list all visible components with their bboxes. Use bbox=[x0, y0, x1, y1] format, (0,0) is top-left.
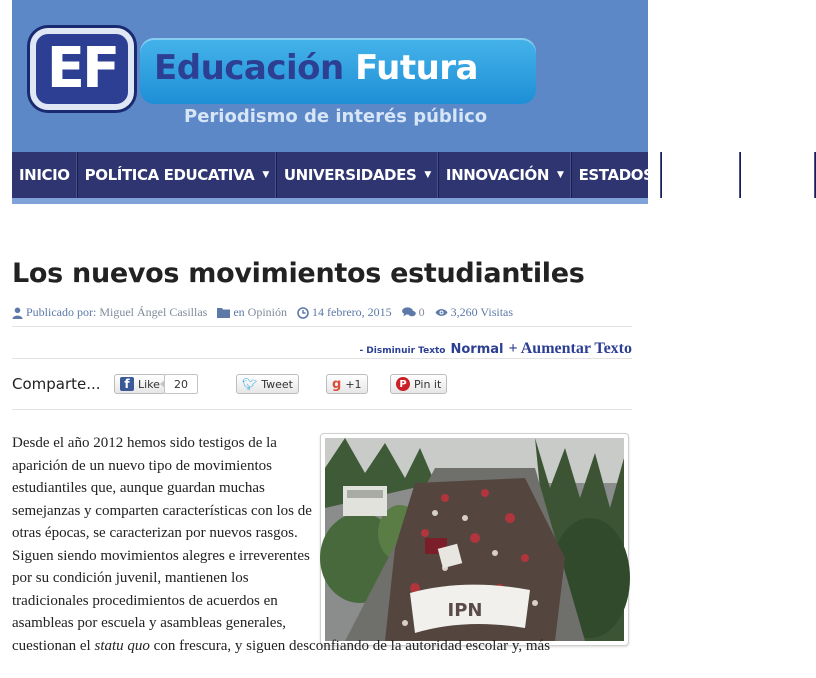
meta-date bbox=[297, 305, 392, 320]
published-label: Publicado por: bbox=[26, 305, 97, 319]
facebook-icon: f bbox=[120, 377, 134, 391]
nav-item-label: INNOVACIÓN bbox=[445, 166, 550, 184]
nav-item-label: POLÍTICA EDUCATIVA bbox=[84, 166, 255, 184]
main-nav bbox=[12, 152, 809, 204]
caret-down-icon: ▼ bbox=[557, 170, 564, 180]
body-tail-italic: statu quo bbox=[94, 638, 150, 654]
google-plus-icon: g bbox=[332, 376, 342, 392]
nav-item-innovacion[interactable] bbox=[439, 152, 572, 198]
caret-down-icon: ▼ bbox=[424, 170, 431, 180]
caret-down-icon: ▼ bbox=[262, 170, 269, 180]
article-meta bbox=[12, 305, 632, 320]
article-photo[interactable] bbox=[320, 433, 629, 646]
pinterest-button[interactable] bbox=[390, 374, 447, 394]
tweet-button[interactable] bbox=[236, 374, 299, 394]
decrease-text-button[interactable]: - Disminuir Texto bbox=[359, 346, 446, 356]
normal-text-button[interactable]: Normal bbox=[450, 342, 504, 357]
clock-icon bbox=[297, 307, 309, 319]
text-size-controls bbox=[359, 340, 632, 358]
increase-text-button[interactable]: + Aumentar Texto bbox=[508, 340, 632, 357]
facebook-like-count: 20 bbox=[164, 374, 198, 394]
nav-item-voz-de[interactable] bbox=[741, 152, 816, 198]
nav-item-label: UNIVERSIDADES bbox=[283, 166, 417, 184]
logo-mark-text: EF bbox=[46, 36, 118, 101]
twitter-bird-icon: 🐦︎ bbox=[242, 377, 258, 391]
divider bbox=[12, 409, 632, 410]
divider bbox=[12, 358, 632, 359]
nav-item-label: ESTADOS bbox=[578, 166, 654, 184]
nav-item-inicio[interactable] bbox=[12, 152, 78, 198]
nav-item-label: INICIO bbox=[19, 166, 70, 184]
meta-category bbox=[217, 305, 287, 320]
article-body: Desde el año 2012 hemos sido testigos de la aparición de un nuevo tipo de movimientos estudiantiles que, aunque guardan muchas semejanzas y comparten características con los de otras épocas, se caracterizan por nuevos rasgos. Siguen siendo movimientos alegres e irreverentes por su condición juvenil, mantienen los tradicionales procedimientos de acuerdos en asambleas por escuela y asambleas generales, bbox=[12, 435, 312, 631]
logo-word-futura: Futura bbox=[355, 48, 478, 88]
body-tail-after: con frescura, y siguen desconfiando de la autoridad escolar y, más bbox=[149, 638, 551, 654]
facebook-like-label: Like bbox=[138, 377, 160, 391]
google-plus-label: +1 bbox=[345, 377, 362, 391]
nav-item-global[interactable] bbox=[662, 152, 741, 198]
article-body-continued bbox=[12, 635, 648, 658]
logo-mark[interactable] bbox=[30, 28, 134, 110]
eye-icon bbox=[435, 308, 448, 317]
meta-author bbox=[12, 305, 207, 320]
body-tail-before: cuestionan el bbox=[12, 638, 95, 654]
student-march-photo bbox=[325, 438, 624, 641]
comment-count: 0 bbox=[418, 305, 425, 319]
article-title: Los nuevos movimientos estudiantiles bbox=[12, 258, 585, 289]
meta-visits bbox=[435, 305, 513, 320]
folder-icon bbox=[217, 307, 230, 318]
logo-word-educacion: Educación bbox=[154, 48, 344, 88]
nav-item-universidades[interactable] bbox=[277, 152, 439, 198]
category-link[interactable]: Opinión bbox=[247, 305, 287, 319]
meta-comments[interactable] bbox=[402, 305, 425, 320]
nav-item-politica-educativa[interactable] bbox=[78, 152, 277, 198]
visit-count: 3,260 Visitas bbox=[450, 305, 514, 319]
author-link[interactable]: Miguel Ángel Casillas bbox=[99, 305, 208, 319]
site-logo-title[interactable] bbox=[154, 48, 478, 88]
tweet-label: Tweet bbox=[261, 377, 293, 391]
user-icon bbox=[12, 307, 23, 319]
divider bbox=[12, 326, 632, 327]
share-bar bbox=[12, 374, 632, 398]
pinterest-label: Pin it bbox=[414, 377, 442, 391]
nav-item-label: VOZ DE bbox=[747, 166, 809, 184]
share-label: Comparte... bbox=[12, 375, 101, 393]
site-tagline: Periodismo de interés público bbox=[184, 106, 488, 127]
nav-item-estados[interactable] bbox=[572, 152, 662, 198]
facebook-like-button[interactable] bbox=[114, 374, 166, 394]
category-prefix: en bbox=[233, 305, 245, 319]
site-header bbox=[12, 0, 648, 152]
comments-icon bbox=[402, 307, 416, 318]
google-plus-button[interactable] bbox=[326, 374, 368, 394]
pinterest-icon: P bbox=[396, 377, 410, 391]
publish-date: 14 febrero, 2015 bbox=[312, 305, 392, 319]
nav-item-label: GLOBAL bbox=[668, 166, 733, 184]
photo-banner-text: IPN bbox=[447, 600, 483, 621]
